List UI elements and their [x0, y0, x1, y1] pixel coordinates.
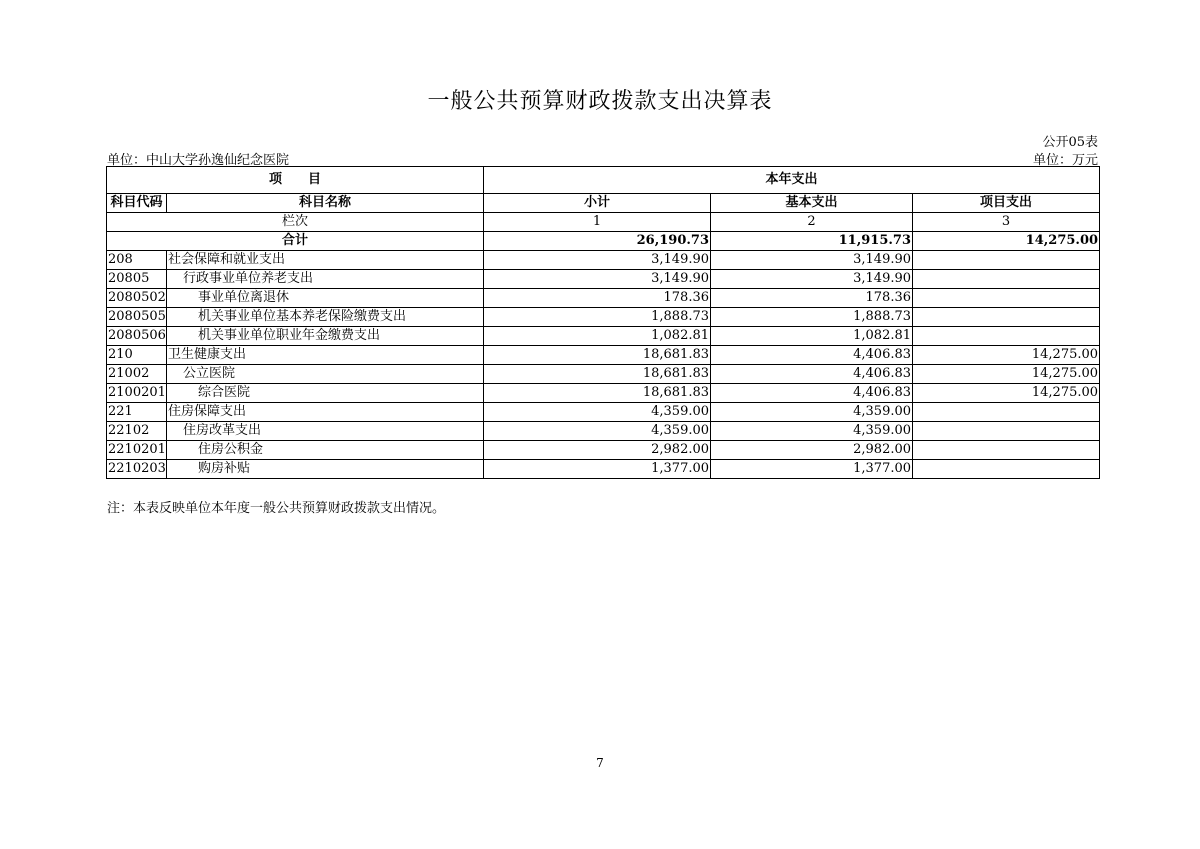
row-code: 2100201 — [107, 384, 167, 403]
row-code: 20805 — [107, 270, 167, 289]
row-subtotal: 18,681.83 — [484, 346, 711, 365]
currency-unit: 单位：万元 — [1032, 153, 1098, 168]
table-row — [107, 384, 1100, 403]
row-project — [913, 422, 1100, 441]
header-project-expenditure: 项目支出 — [913, 194, 1100, 213]
table-row — [107, 422, 1100, 441]
row-basic: 4,359.00 — [711, 422, 913, 441]
row-project — [913, 460, 1100, 479]
row-basic: 4,406.83 — [711, 384, 913, 403]
header-project: 项 目 — [107, 167, 484, 194]
row-project: 14,275.00 — [913, 365, 1100, 384]
total-row — [107, 232, 1100, 251]
header-name: 科目名称 — [167, 194, 484, 213]
row-code: 2210201 — [107, 441, 167, 460]
row-name: 卫生健康支出 — [167, 346, 484, 365]
row-subtotal: 4,359.00 — [484, 403, 711, 422]
header-current-year: 本年支出 — [484, 167, 1100, 194]
row-name: 住房改革支出 — [167, 422, 484, 441]
header-basic: 基本支出 — [711, 194, 913, 213]
row-subtotal: 2,982.00 — [484, 441, 711, 460]
row-code: 21002 — [107, 365, 167, 384]
row-name: 机关事业单位职业年金缴费支出 — [167, 327, 484, 346]
row-basic: 3,149.90 — [711, 251, 913, 270]
form-number: 公开05表 — [1042, 135, 1098, 150]
table-row — [107, 365, 1100, 384]
row-subtotal: 1,888.73 — [484, 308, 711, 327]
row-name: 机关事业单位基本养老保险缴费支出 — [167, 308, 484, 327]
row-subtotal: 18,681.83 — [484, 384, 711, 403]
table-row — [107, 346, 1100, 365]
total-basic: 11,915.73 — [711, 232, 913, 251]
row-basic: 1,888.73 — [711, 308, 913, 327]
column-index-label: 栏次 — [107, 213, 484, 232]
row-basic: 1,377.00 — [711, 460, 913, 479]
table-row — [107, 403, 1100, 422]
row-name: 购房补贴 — [167, 460, 484, 479]
column-index-3: 3 — [913, 213, 1100, 232]
row-name: 社会保障和就业支出 — [167, 251, 484, 270]
row-code: 2080502 — [107, 289, 167, 308]
row-basic: 4,406.83 — [711, 346, 913, 365]
row-subtotal: 1,082.81 — [484, 327, 711, 346]
page-title: 一般公共预算财政拨款支出决算表 — [427, 89, 773, 114]
row-project — [913, 403, 1100, 422]
row-subtotal: 3,149.90 — [484, 251, 711, 270]
row-code: 221 — [107, 403, 167, 422]
total-subtotal: 26,190.73 — [484, 232, 711, 251]
column-index-row — [107, 213, 1100, 232]
unit-name: 单位：中山大学孙逸仙纪念医院 — [107, 153, 290, 168]
row-project: 14,275.00 — [913, 346, 1100, 365]
row-code: 210 — [107, 346, 167, 365]
row-project — [913, 327, 1100, 346]
table-row — [107, 251, 1100, 270]
total-project: 14,275.00 — [913, 232, 1100, 251]
row-subtotal: 178.36 — [484, 289, 711, 308]
row-subtotal: 4,359.00 — [484, 422, 711, 441]
row-name: 综合医院 — [167, 384, 484, 403]
header-row-2 — [107, 194, 1100, 213]
row-name: 行政事业单位养老支出 — [167, 270, 484, 289]
row-code: 2080505 — [107, 308, 167, 327]
header-row-1 — [107, 167, 1100, 194]
row-project — [913, 308, 1100, 327]
table-row — [107, 289, 1100, 308]
expenditure-table — [106, 166, 1100, 479]
table-note: 注：本表反映单位本年度一般公共预算财政拨款支出情况。 — [107, 501, 446, 516]
row-project — [913, 441, 1100, 460]
header-code: 科目代码 — [107, 194, 167, 213]
row-code: 2080506 — [107, 327, 167, 346]
row-basic: 4,359.00 — [711, 403, 913, 422]
row-project — [913, 251, 1100, 270]
table-row — [107, 460, 1100, 479]
table-row — [107, 441, 1100, 460]
row-basic: 2,982.00 — [711, 441, 913, 460]
total-label: 合计 — [107, 232, 484, 251]
row-code: 22102 — [107, 422, 167, 441]
header-subtotal: 小计 — [484, 194, 711, 213]
row-name: 住房保障支出 — [167, 403, 484, 422]
row-project: 14,275.00 — [913, 384, 1100, 403]
page-number: 7 — [596, 756, 604, 770]
table-row — [107, 270, 1100, 289]
row-subtotal: 18,681.83 — [484, 365, 711, 384]
column-index-1: 1 — [484, 213, 711, 232]
row-basic: 1,082.81 — [711, 327, 913, 346]
row-code: 208 — [107, 251, 167, 270]
column-index-2: 2 — [711, 213, 913, 232]
row-code: 2210203 — [107, 460, 167, 479]
row-name: 事业单位离退休 — [167, 289, 484, 308]
row-basic: 4,406.83 — [711, 365, 913, 384]
row-subtotal: 3,149.90 — [484, 270, 711, 289]
row-project — [913, 270, 1100, 289]
row-name: 公立医院 — [167, 365, 484, 384]
table-row — [107, 308, 1100, 327]
table-row — [107, 327, 1100, 346]
row-basic: 178.36 — [711, 289, 913, 308]
row-basic: 3,149.90 — [711, 270, 913, 289]
row-project — [913, 289, 1100, 308]
row-subtotal: 1,377.00 — [484, 460, 711, 479]
row-name: 住房公积金 — [167, 441, 484, 460]
